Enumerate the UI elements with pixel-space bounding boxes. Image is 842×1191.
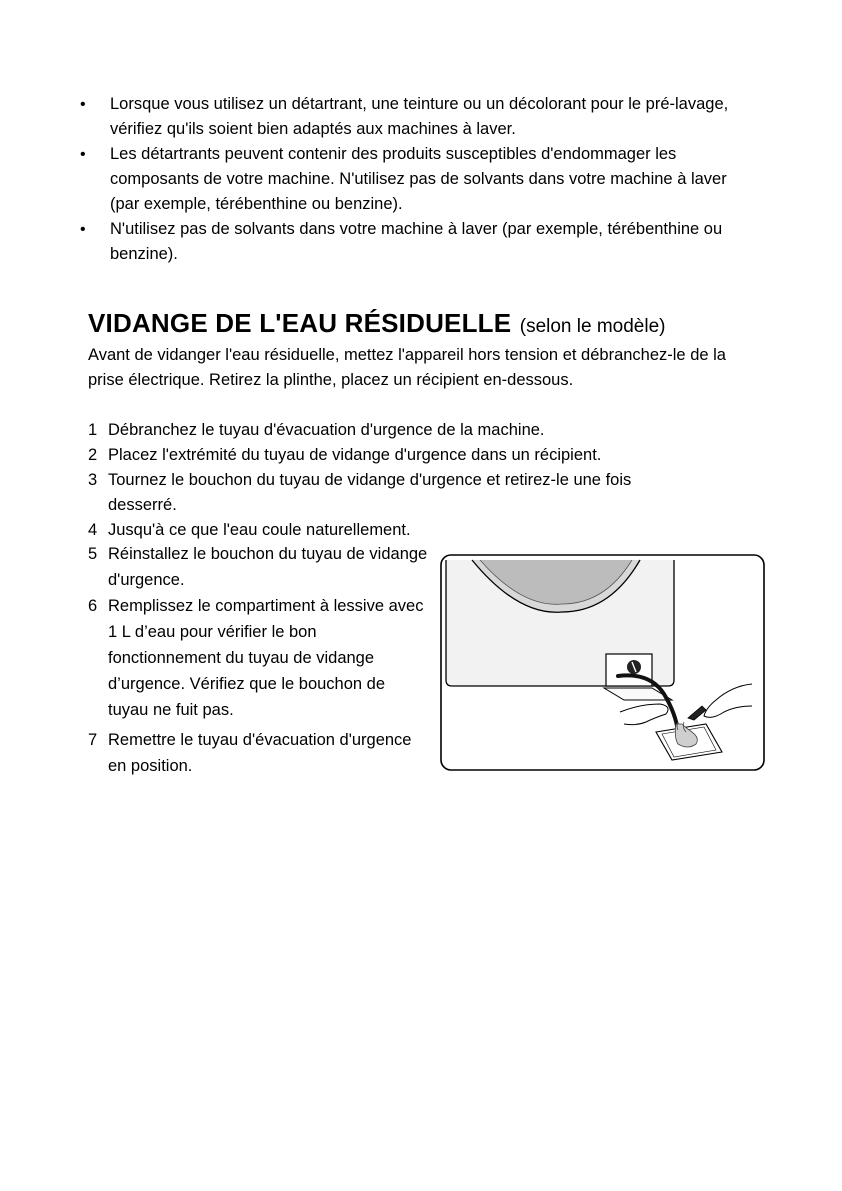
section-title: VIDANGE DE L'EAU RÉSIDUELLE: [88, 308, 512, 338]
step-text: Remplissez le compartiment à lessive avec 1 L d’eau pour vérifier le bon fonctionnement du tuyau de vidange d’urgence. Vérifiez que le bouchon de tuyau ne fuit pas.: [108, 597, 424, 719]
step-item: [88, 518, 728, 543]
step-text: Placez l'extrémité du tuyau de vidange d'urgence dans un récipient.: [108, 446, 602, 464]
step-number: 1: [88, 421, 98, 439]
step-number: 4: [88, 521, 98, 539]
drain-hose-illustration: [440, 554, 765, 771]
step-item: [88, 468, 668, 518]
bullet-icon: •: [80, 146, 86, 163]
section-heading: [88, 308, 666, 339]
step-item: [88, 727, 428, 779]
list-item: [0, 92, 730, 142]
bullet-icon: •: [80, 221, 86, 238]
step-number: 6: [88, 597, 98, 615]
steps-list: [88, 418, 728, 543]
bullet-icon: •: [80, 96, 86, 113]
step-text: Remettre le tuyau d'évacuation d'urgence en position.: [108, 731, 412, 775]
bullet-text: Les détartrants peuvent contenir des produits susceptibles d'endommager les composants de votre machine. N'utilisez pas de solvants dans votre machine à laver (par exemple, térébenthine ou benzine).: [110, 145, 727, 213]
step-number: 3: [88, 471, 98, 489]
step-item: [88, 541, 428, 593]
list-item: [0, 142, 730, 217]
step-item: [88, 593, 428, 723]
precautions-list: [0, 92, 842, 267]
step-item: [88, 418, 728, 443]
step-text: Réinstallez le bouchon du tuyau de vidange d'urgence.: [108, 545, 428, 589]
section-intro: Avant de vidanger l'eau résiduelle, mettez l'appareil hors tension et débranchez-le de la prise électrique. Retirez la plinthe, placez un récipient en-dessous.: [88, 346, 726, 389]
section-subtitle: (selon le modèle): [519, 316, 666, 337]
step-text: Tournez le bouchon du tuyau de vidange d'urgence et retirez-le une fois desserré.: [108, 471, 632, 514]
step-text: Jusqu'à ce que l'eau coule naturellement.: [108, 521, 411, 539]
step-number: 7: [88, 731, 98, 749]
bullet-text: N'utilisez pas de solvants dans votre machine à laver (par exemple, térébenthine ou benzine).: [110, 220, 723, 263]
list-item: [0, 217, 730, 267]
step-item: [88, 443, 728, 468]
steps-list-continued: [88, 541, 428, 779]
step-number: 2: [88, 446, 98, 464]
step-text: Débranchez le tuyau d'évacuation d'urgence de la machine.: [108, 421, 545, 439]
step-number: 5: [88, 545, 98, 563]
bullet-text: Lorsque vous utilisez un détartrant, une teinture ou un décolorant pour le pré-lavage, vérifiez qu'ils soient bien adaptés aux machines à laver.: [110, 95, 729, 138]
